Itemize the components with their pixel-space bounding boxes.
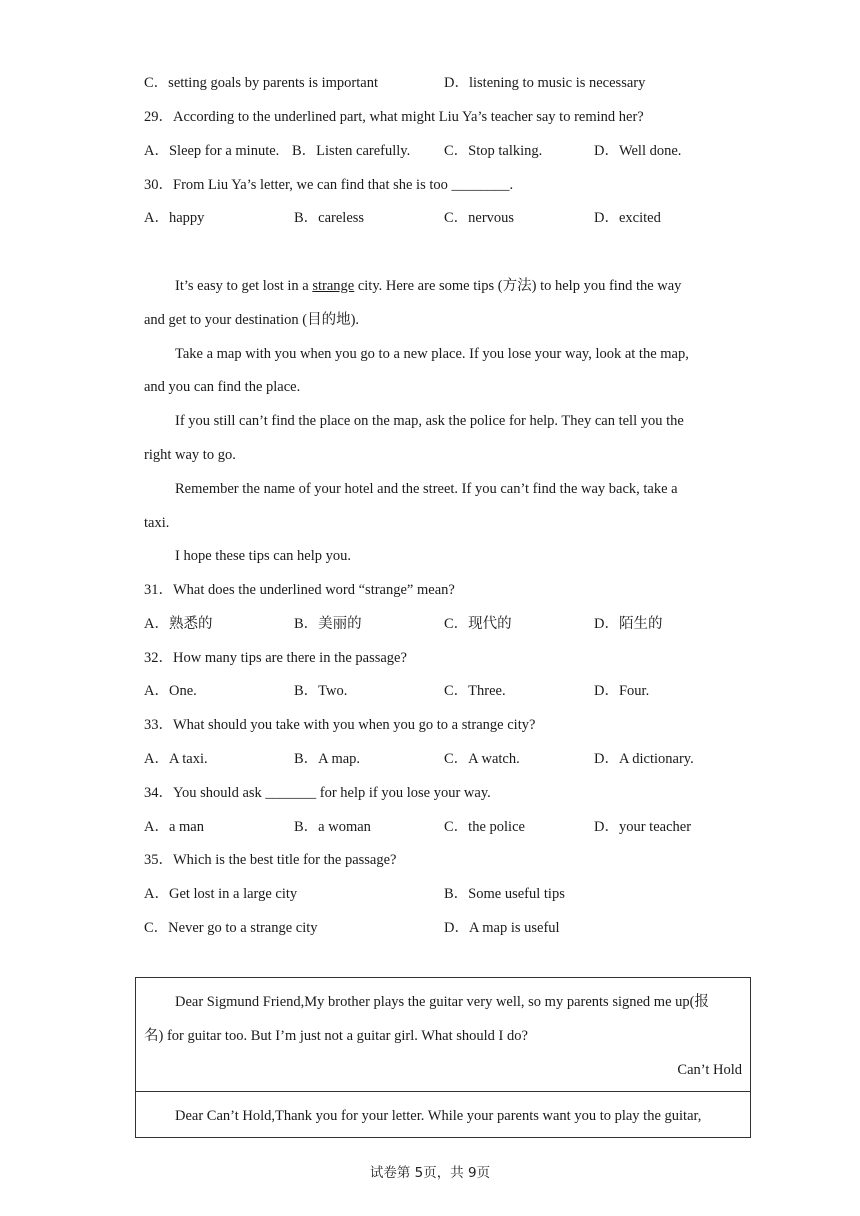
q30-stem: 30．From Liu Ya’s letter, we can find that she is too ________. [144, 177, 514, 193]
q28-option-d: D．listening to music is necessary [444, 75, 646, 91]
page-footer: 试卷第 5页，共 9页 [369, 1165, 491, 1181]
q34-stem: 34．You should ask _______ for help if you lose your way. [144, 785, 491, 801]
letter-table [135, 977, 751, 1138]
passage-paragraph-5: I hope these tips can help you. [175, 548, 351, 564]
q28-option-c: C．setting goals by parents is important [144, 75, 378, 91]
q31-option-a: A．熟悉的 [144, 616, 213, 632]
q31-option-c: C．现代的 [444, 616, 512, 632]
q32-option-b: B．Two. [294, 683, 348, 699]
q29-option-b: B．Listen carefully. [292, 143, 411, 159]
q33-option-a: A．A taxi. [144, 751, 208, 767]
q29-stem: 29．According to the underlined part, what might Liu Ya’s teacher say to remind her? [144, 109, 644, 125]
passage-text: It’s easy to get lost in a [175, 278, 313, 294]
q31-option-b: B．美丽的 [294, 616, 362, 632]
q31-options [144, 614, 744, 634]
q34-option-a: A．a man [144, 819, 204, 835]
q35-options-row-1 [144, 884, 744, 904]
passage-paragraph-4: Remember the name of your hotel and the street. If you can’t find the way back, take a [175, 481, 678, 497]
q29-option-c: C．Stop talking. [444, 143, 543, 159]
q34-option-b: B．a woman [294, 819, 371, 835]
q33-option-c: C．A watch. [444, 751, 520, 767]
passage-line: taxi. [144, 515, 170, 531]
q30-option-c: C．nervous [444, 210, 515, 226]
q29-option-d: D．Well done. [594, 143, 682, 159]
q28-options [144, 73, 744, 93]
letter-text: 名) for guitar too. But I’m just not a guitar girl. What should I do? [144, 1028, 528, 1044]
q32-option-a: A．One. [144, 683, 197, 699]
passage-line: right way to go. [144, 447, 236, 463]
q33-option-b: B．A map. [294, 751, 361, 767]
q34-option-d: D．your teacher [594, 819, 692, 835]
q29-option-a: A．Sleep for a minute. [144, 143, 280, 159]
q31-stem: 31．What does the underlined word “strange” mean? [144, 582, 455, 598]
q30-option-b: B．careless [294, 210, 365, 226]
q35-stem: 35．Which is the best title for the passage? [144, 852, 397, 868]
passage-paragraph-3: If you still can’t find the place on the map, ask the police for help. They can tell you the [175, 413, 684, 429]
q30-option-d: D．excited [594, 210, 661, 226]
q32-option-c: C．Three. [444, 683, 506, 699]
q31-option-d: D．陌生的 [594, 616, 663, 632]
passage-text: city. Here are some tips (方法) to help you find the way [354, 278, 682, 294]
q32-option-d: D．Four. [594, 683, 650, 699]
q34-option-c: C．the police [444, 819, 525, 835]
q33-options [144, 749, 744, 769]
q35-option-d: D．A map is useful [444, 920, 560, 936]
q29-options [144, 141, 744, 161]
passage-paragraph-1 [175, 276, 681, 296]
q30-options [144, 208, 744, 228]
q35-option-a: A．Get lost in a large city [144, 886, 298, 902]
table-divider [136, 1091, 750, 1092]
q35-options-row-2 [144, 918, 744, 938]
q30-option-a: A．happy [144, 210, 205, 226]
letter-text: Dear Sigmund Friend,My brother plays the guitar very well, so my parents signed me up(报 [175, 994, 709, 1010]
q34-options [144, 817, 744, 837]
q33-stem: 33．What should you take with you when you go to a strange city? [144, 717, 536, 733]
underlined-word-strange: strange [312, 278, 355, 294]
q35-option-c: C．Never go to a strange city [144, 920, 318, 936]
q32-stem: 32．How many tips are there in the passage? [144, 650, 407, 666]
q35-option-b: B．Some useful tips [444, 886, 565, 902]
q33-option-d: D．A dictionary. [594, 751, 694, 767]
q32-options [144, 681, 744, 701]
passage-line: and get to your destination (目的地). [144, 312, 360, 328]
passage-line: and you can find the place. [144, 379, 301, 395]
passage-paragraph-2: Take a map with you when you go to a new place. If you lose your way, look at the map, [175, 346, 689, 362]
letter-signature: Can’t Hold [677, 1062, 742, 1078]
reply-text: Dear Can’t Hold,Thank you for your letter. While your parents want you to play the guitar, [175, 1108, 702, 1124]
